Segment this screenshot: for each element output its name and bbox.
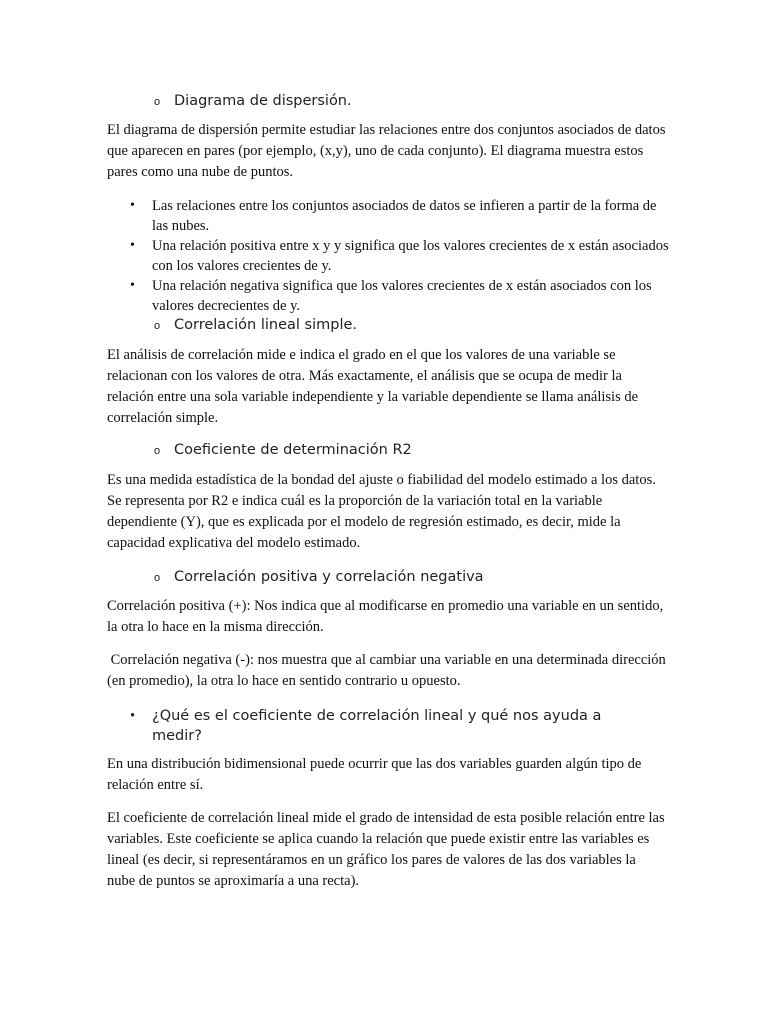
- bullet-icon: •: [130, 278, 135, 293]
- subheading-coeficiente-determinacion: [154, 440, 412, 461]
- bullet-text: Las relaciones entre los conjuntos asociados de datos se infieren a partir de la forma de las nubes.: [152, 198, 657, 234]
- subheading-text: Diagrama de dispersión.: [174, 93, 352, 109]
- bullet-icon: •: [130, 708, 136, 724]
- circle-bullet-icon: o: [154, 445, 161, 457]
- subheading-text: Coeficiente de determinación R2: [174, 442, 412, 458]
- circle-bullet-icon: o: [154, 320, 161, 332]
- bullet-icon: •: [130, 238, 135, 253]
- question-text: ¿Qué es el coeficiente de correlación lineal y qué nos ayuda a medir?: [152, 708, 602, 744]
- bullet-icon: •: [130, 198, 135, 213]
- paragraph-r2: Es una medida estadística de la bondad del ajuste o fiabilidad del modelo estimado a los datos. Se representa por R2 e indica cuál es la proporción de la variación total en la variable dependiente (Y), que es explicada por el modelo de regresión estimado, es decir, mide la capacidad explicativa del modelo estimado.: [107, 472, 656, 551]
- circle-bullet-icon: o: [154, 96, 161, 108]
- bullet-item-3: [130, 276, 670, 316]
- bullet-item-1: [130, 196, 670, 236]
- subheading-correlacion-positiva-negativa: [154, 567, 484, 588]
- circle-bullet-icon: o: [154, 572, 161, 584]
- paragraph-dispersion: El diagrama de dispersión permite estudiar las relaciones entre dos conjuntos asociados de datos que aparecen en pares (por ejemplo, (x,y), uno de cada conjunto). El diagrama muestra estos pares como una nube de puntos.: [107, 122, 666, 180]
- paragraph-correlacion-simple: El análisis de correlación mide e indica el grado en el que los valores de una variable se relacionan con los valores de otra. Más exactamente, el análisis que se ocupa de medir la relación entre una sola variable independiente y la variable dependiente se llama análisis de correlación simple.: [107, 347, 639, 426]
- paragraph-correlacion-positiva: Correlación positiva (+): Nos indica que al modificarse en promedio una variable en un sentido, la otra lo hace en la misma dirección.: [107, 598, 664, 635]
- paragraph-distribucion: En una distribución bidimensional puede ocurrir que las dos variables guarden algún tipo de relación entre sí.: [107, 756, 642, 793]
- subheading-correlacion-lineal: [154, 315, 357, 336]
- subheading-text: Correlación lineal simple.: [174, 317, 358, 333]
- subheading-text: Correlación positiva y correlación negativa: [174, 569, 484, 585]
- paragraph-correlacion-negativa: Correlación negativa (-): nos muestra que al cambiar una variable en una determinada dirección (en promedio), la otra lo hace en sentido contrario u opuesto.: [107, 652, 670, 689]
- bullet-text: Una relación negativa significa que los valores crecientes de x están asociados con los valores decrecientes de y.: [152, 278, 652, 314]
- paragraph-coeficiente-correlacion: El coeficiente de correlación lineal mide el grado de intensidad de esta posible relación entre las variables. Este coeficiente se aplica cuando la relación que puede existir entre las variables es lineal (es decir, si representáramos en un gráfico los pares de valores de las dos variables la nube de puntos se aproximaría a una recta).: [107, 810, 665, 889]
- subheading-diagrama-dispersion: [154, 91, 352, 112]
- question-bullet: [130, 706, 650, 746]
- bullet-item-2: [130, 236, 670, 276]
- bullet-text: Una relación positiva entre x y y significa que los valores crecientes de x están asociados con los valores crecientes de y.: [152, 238, 669, 274]
